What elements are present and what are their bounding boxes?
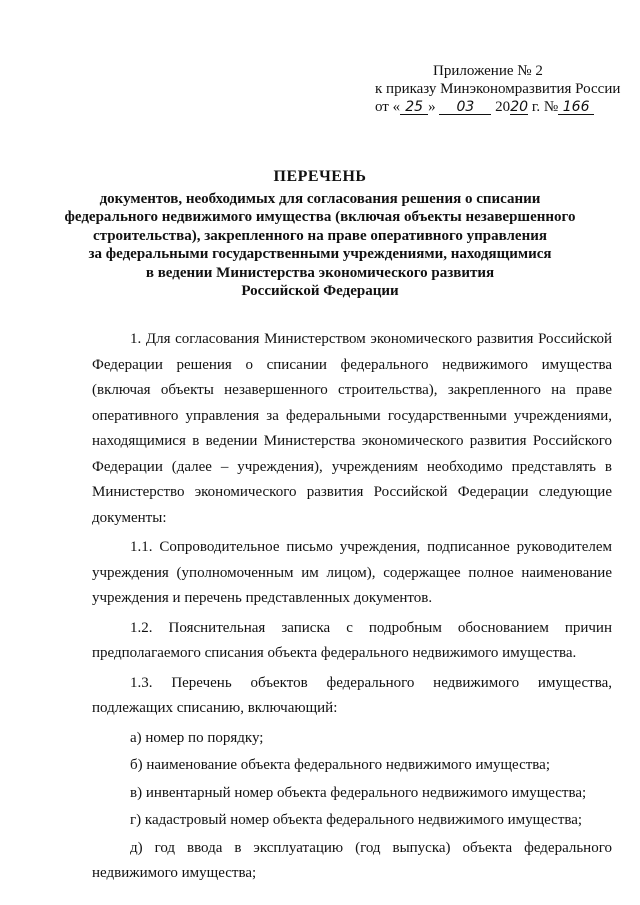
annex-month-handwritten: 03 (439, 100, 491, 115)
heading-line: в ведении Министерства экономического развития (145, 264, 495, 281)
annex-order-line: к приказу Минэкономразвития России (375, 81, 621, 97)
paragraph-1-2: 1.2. Пояснительная записка с подробным обоснованием причин предполагаемого списания объекта федерального недвижимого имущества. (92, 619, 612, 661)
paragraph-1-3: 1.3. Перечень объектов федерального недвижимого имущества, подлежащих списанию, включающий: (92, 674, 612, 716)
annex-header (375, 62, 625, 116)
heading-line: Российской Федерации (241, 283, 399, 299)
list-item: в) инвентарный номер объекта федерального недвижимого имущества; (130, 784, 587, 801)
annex-date-line (375, 98, 625, 116)
heading-title: ПЕРЕЧЕНЬ (273, 168, 367, 185)
paragraph-1-1: 1.1. Сопроводительное письмо учреждения, подписанное руководителем учреждения (уполномоченным им лицом), содержащее полное наименование учреждения и перечень представленных документов. (92, 539, 612, 606)
heading-line: строительства), закрепленного на праве оперативного управления (93, 227, 547, 244)
heading-line: за федеральными государственными учреждениями, находящимися (88, 246, 552, 262)
list-item: а) номер по порядку; (130, 729, 264, 746)
annex-number-handwritten: 166 (558, 100, 594, 115)
annex-date-prefix: от « (375, 99, 401, 115)
document-heading (60, 168, 580, 301)
list-item: б) наименование объекта федерального недвижимого имущества; (130, 757, 550, 773)
list-item: г) кадастровый номер объекта федерального недвижимого имущества; (130, 812, 583, 828)
annex-year-handwritten: 20 (510, 99, 529, 115)
document-body (92, 327, 612, 889)
annex-title: Приложение № 2 (433, 63, 543, 79)
paragraph-1: 1. Для согласования Министерством экономического развития Российской Федерации решения о списании федерального недвижимого имущества (включая объекты незавершенного строительства), закрепленного на праве оперативного управления за федеральными государственными учреждениями, находящимися в ведении Министерства экономического развития Российского Федерации (далее – учреждения), учреждениям необходимо представлять в Министерство экономического развития Российской Федерации следующие документы: (92, 331, 612, 526)
annex-date-sep: » (428, 99, 436, 115)
heading-line: федерального недвижимого имущества (включая объекты незавершенного (64, 209, 576, 225)
annex-number-label: г. № (531, 99, 559, 115)
heading-line: документов, необходимых для согласования решения о списании (99, 190, 541, 207)
list-item: д) год ввода в эксплуатацию (год выпуска) объекта федерального недвижимого имущества; (92, 839, 612, 881)
annex-day-handwritten: 25 (400, 100, 428, 115)
annex-year-prefix: 20 (495, 99, 511, 115)
